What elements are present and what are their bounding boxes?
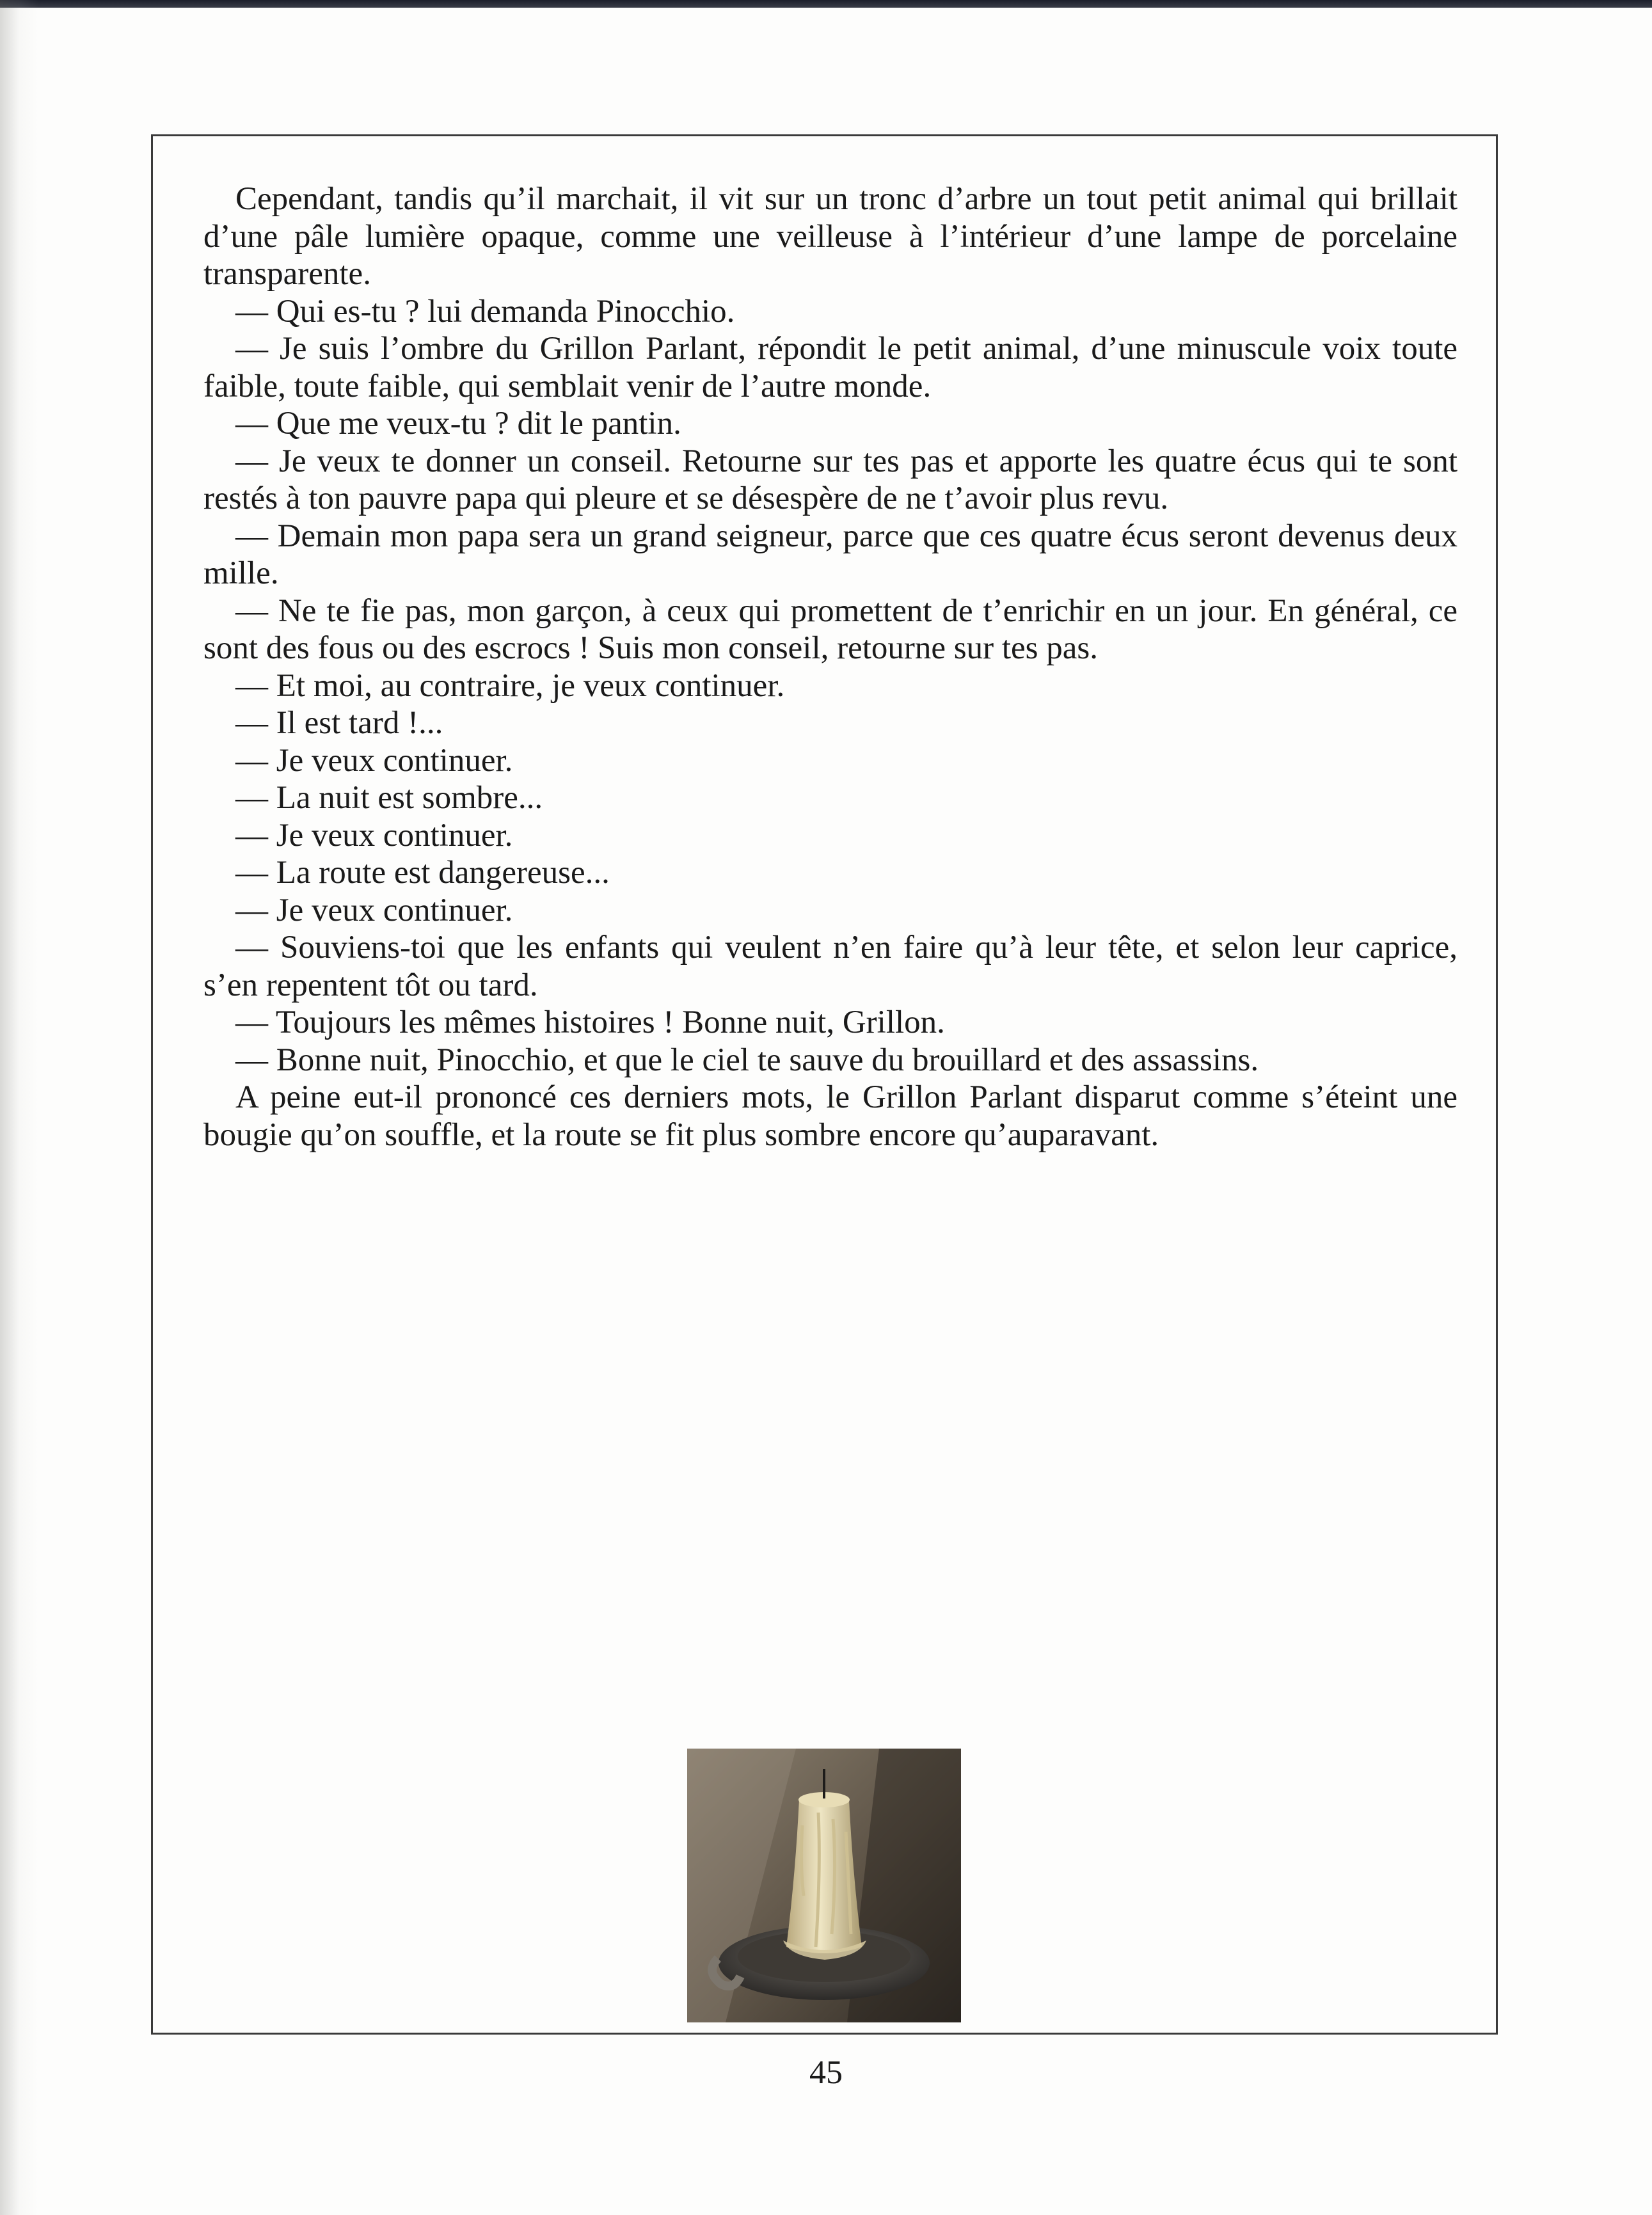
paragraph: — Je suis l’ombre du Grillon Parlant, répondit le petit animal, d’une minuscule voix toute faible, toute faible, qui semblait venir de l’autre monde. [203,331,1457,404]
paragraph: Cependant, tandis qu’il marchait, il vit sur un tronc d’arbre un tout petit animal qui brillait d’une pâle lumière opaque, comme une veilleuse à l’intérieur d’une lampe de porcelaine transparente. [203,181,1457,292]
paragraph: — Il est tard !... [235,705,443,741]
paragraph: — Toujours les mêmes histoires ! Bonne nuit, Grillon. [235,1004,945,1040]
paragraph: — Je veux te donner un conseil. Retourne sur tes pas et apporte les quatre écus qui te sont restés à ton pauvre papa qui pleure et se désespère de ne t’avoir plus revu. [203,443,1457,516]
story-text [203,180,1457,1154]
paragraph: — Souviens-toi que les enfants qui veulent n’en faire qu’à leur tête, et selon leur caprice, s’en repentent tôt ou tard. [203,930,1457,1003]
candle-illustration [687,1749,961,2022]
paragraph: — Ne te fie pas, mon garçon, à ceux qui promettent de t’enrichir en un jour. En général, ce sont des fous ou des escrocs ! Suis mon conseil, retourne sur tes pas. [203,592,1457,666]
paragraph: — Qui es-tu ? lui demanda Pinocchio. [235,293,735,329]
page-number: 45 [809,2054,843,2091]
paragraph: — Je veux continuer. [235,742,513,779]
paragraph: — Je veux continuer. [235,817,513,853]
paragraph: — Et moi, au contraire, je veux continuer. [235,667,785,704]
paragraph: — La route est dangereuse... [235,855,610,891]
paragraph: — Demain mon papa sera un grand seigneur, parce que ces quatre écus seront devenus deux mille. [203,518,1457,591]
paragraph: — Bonne nuit, Pinocchio, et que le ciel te sauve du brouillard et des assassins. [235,1042,1259,1078]
paragraph: A peine eut-il prononcé ces derniers mots, le Grillon Parlant disparut comme s’éteint une bougie qu’on souffle, et la route se fit plus sombre encore qu’auparavant. [203,1079,1457,1153]
scan-top-edge [0,0,1652,8]
paragraph: — Que me veux-tu ? dit le pantin. [235,406,681,441]
binding-shadow [0,0,38,2215]
paragraph: — La nuit est sombre... [235,780,543,816]
paragraph: — Je veux continuer. [235,892,513,928]
